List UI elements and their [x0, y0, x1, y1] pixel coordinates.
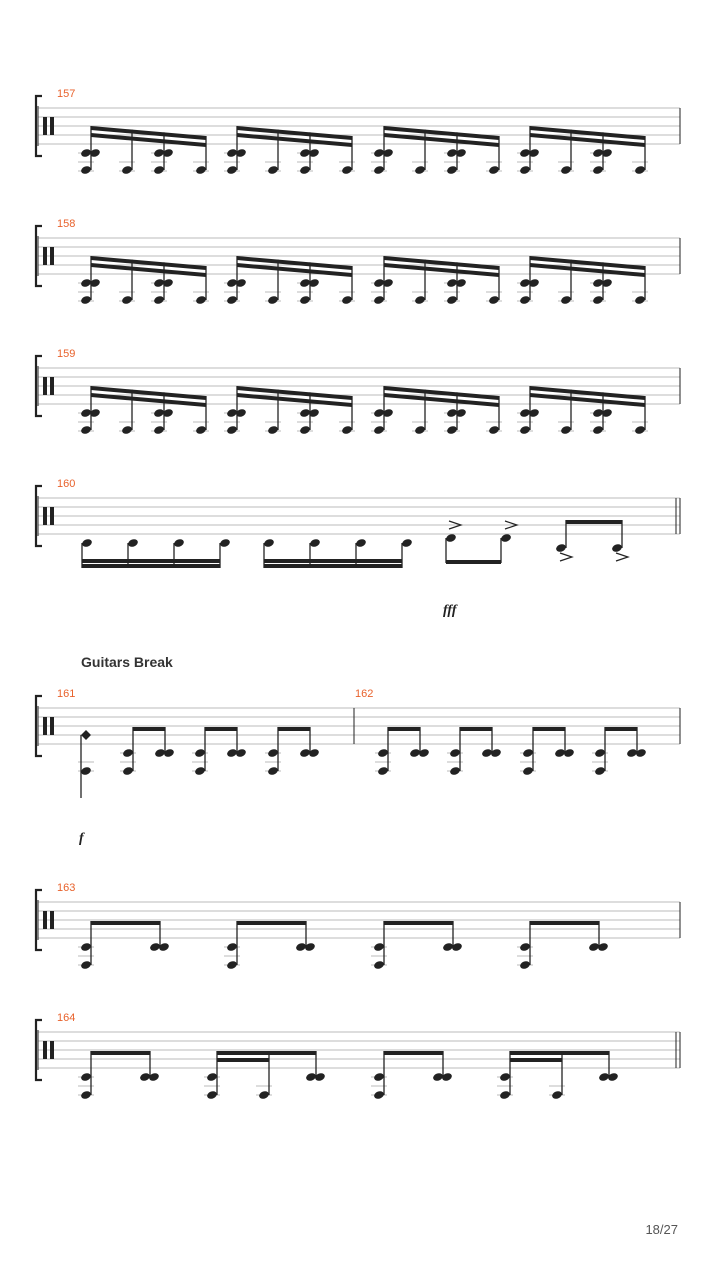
notehead [592, 148, 604, 158]
notehead [522, 766, 534, 776]
note-beam [388, 727, 420, 731]
notehead [226, 942, 238, 952]
percussion-clef-icon [50, 717, 54, 735]
notehead [373, 425, 385, 435]
notehead [373, 408, 385, 418]
notehead [226, 165, 238, 175]
notehead [341, 425, 353, 435]
notehead [153, 165, 165, 175]
percussion-clef-icon [43, 1041, 47, 1059]
measure-number-159: 159 [57, 348, 76, 360]
notehead [299, 425, 311, 435]
notehead [446, 425, 458, 435]
notehead [80, 942, 92, 952]
note-beam [533, 727, 565, 731]
note-beam [510, 1058, 562, 1062]
notehead [226, 278, 238, 288]
notehead [299, 278, 311, 288]
notehead [263, 538, 275, 548]
notehead [122, 766, 134, 776]
notehead [121, 425, 133, 435]
percussion-clef-icon [43, 911, 47, 929]
notehead [373, 1072, 385, 1082]
percussion-clef-icon [43, 247, 47, 265]
notehead [373, 295, 385, 305]
notehead [401, 538, 413, 548]
notehead [226, 960, 238, 970]
notehead [519, 960, 531, 970]
notehead [80, 148, 92, 158]
notehead [560, 425, 572, 435]
section-label: Guitars Break [81, 654, 173, 670]
notehead [299, 148, 311, 158]
notehead [194, 766, 206, 776]
note-beam [605, 727, 637, 731]
notehead [122, 748, 134, 758]
notehead [519, 278, 531, 288]
note-beam [510, 1051, 609, 1055]
notehead [488, 295, 500, 305]
notehead [519, 148, 531, 158]
notehead [414, 165, 426, 175]
notehead [80, 278, 92, 288]
notehead [258, 1090, 270, 1100]
notehead [446, 278, 458, 288]
notehead [80, 766, 92, 776]
notehead [341, 295, 353, 305]
note-beam [217, 1051, 316, 1055]
note-beam [530, 921, 599, 925]
notehead [594, 748, 606, 758]
notehead [226, 408, 238, 418]
measure-number-160: 160 [57, 478, 76, 490]
notehead [377, 748, 389, 758]
notehead [519, 425, 531, 435]
notehead [626, 748, 638, 758]
notehead [80, 960, 92, 970]
note-beam [91, 1051, 150, 1055]
note-beam [82, 559, 220, 563]
notehead [226, 425, 238, 435]
note-beam [384, 1051, 443, 1055]
notehead [121, 165, 133, 175]
notehead [446, 165, 458, 175]
notehead [414, 425, 426, 435]
notehead [219, 538, 231, 548]
notehead [195, 425, 207, 435]
notehead [519, 295, 531, 305]
notehead [446, 148, 458, 158]
notehead [267, 748, 279, 758]
notehead [560, 295, 572, 305]
notehead [592, 425, 604, 435]
notehead [592, 408, 604, 418]
notehead [299, 408, 311, 418]
note-beam [264, 559, 402, 563]
note-beam [82, 564, 220, 568]
notehead [267, 425, 279, 435]
notehead [299, 295, 311, 305]
notehead [153, 408, 165, 418]
note-beam [91, 921, 160, 925]
note-beam [384, 921, 453, 925]
notehead [522, 748, 534, 758]
notehead [499, 1090, 511, 1100]
notehead [592, 278, 604, 288]
percussion-clef-icon [50, 247, 54, 265]
notehead [449, 766, 461, 776]
percussion-clef-icon [50, 377, 54, 395]
cymbal-notehead [81, 730, 91, 740]
notehead [551, 1090, 563, 1100]
notehead [299, 165, 311, 175]
notehead [206, 1090, 218, 1100]
note-beam [566, 520, 622, 524]
dynamic-f: f [79, 831, 84, 846]
notehead [373, 278, 385, 288]
notehead [634, 165, 646, 175]
notehead [341, 165, 353, 175]
notehead [519, 942, 531, 952]
notehead [149, 942, 161, 952]
notehead [173, 538, 185, 548]
percussion-clef-icon [50, 911, 54, 929]
note-beam [217, 1058, 269, 1062]
notehead [195, 165, 207, 175]
notehead [305, 1072, 317, 1082]
notehead [267, 165, 279, 175]
notehead [554, 748, 566, 758]
notehead [373, 148, 385, 158]
notehead [267, 295, 279, 305]
notehead [442, 942, 454, 952]
notehead [153, 425, 165, 435]
measure-number-164: 164 [57, 1012, 76, 1024]
notehead [488, 425, 500, 435]
notehead [80, 1090, 92, 1100]
notehead [446, 408, 458, 418]
notehead [154, 748, 166, 758]
notehead [377, 766, 389, 776]
notehead [598, 1072, 610, 1082]
notehead [432, 1072, 444, 1082]
notehead [153, 278, 165, 288]
notehead [560, 165, 572, 175]
note-beam [237, 921, 306, 925]
notehead [139, 1072, 151, 1082]
percussion-clef-icon [50, 117, 54, 135]
notehead [206, 1072, 218, 1082]
notehead [226, 748, 238, 758]
notehead [127, 538, 139, 548]
notehead [355, 538, 367, 548]
notehead [194, 748, 206, 758]
notehead [634, 425, 646, 435]
percussion-clef-icon [43, 117, 47, 135]
notehead [153, 148, 165, 158]
notehead [299, 748, 311, 758]
percussion-clef-icon [50, 1041, 54, 1059]
measure-number-162: 162 [355, 688, 374, 700]
notehead [592, 165, 604, 175]
percussion-clef-icon [43, 507, 47, 525]
note-beam [205, 727, 237, 731]
page-number: 18/27 [645, 1222, 678, 1237]
notehead [373, 1090, 385, 1100]
note-beam [460, 727, 492, 731]
percussion-clef-icon [43, 377, 47, 395]
notehead [409, 748, 421, 758]
notehead [634, 295, 646, 305]
notehead [611, 543, 623, 553]
notehead [121, 295, 133, 305]
measure-number-163: 163 [57, 882, 76, 894]
note-beam [446, 560, 501, 564]
notehead [195, 295, 207, 305]
notehead [481, 748, 493, 758]
measure-number-158: 158 [57, 218, 76, 230]
notehead [226, 148, 238, 158]
notehead [373, 960, 385, 970]
notehead [488, 165, 500, 175]
dynamic-fff: fff [443, 603, 457, 618]
note-beam [264, 564, 402, 568]
notehead [519, 165, 531, 175]
notehead [414, 295, 426, 305]
notehead [555, 543, 567, 553]
notehead [295, 942, 307, 952]
notehead [588, 942, 600, 952]
notehead [80, 1072, 92, 1082]
notehead [519, 408, 531, 418]
notehead [226, 295, 238, 305]
notehead [80, 295, 92, 305]
note-beam [278, 727, 310, 731]
notehead [309, 538, 321, 548]
notehead [449, 748, 461, 758]
percussion-clef-icon [43, 717, 47, 735]
accent-mark [560, 553, 572, 561]
notehead [80, 425, 92, 435]
measure-number-161: 161 [57, 688, 76, 700]
notehead [267, 766, 279, 776]
measure-number-157: 157 [57, 88, 76, 100]
notehead [592, 295, 604, 305]
notehead [594, 766, 606, 776]
notehead [373, 942, 385, 952]
notehead [153, 295, 165, 305]
accent-mark [616, 553, 628, 561]
notehead [373, 165, 385, 175]
notehead [81, 538, 93, 548]
note-beam [133, 727, 165, 731]
percussion-clef-icon [50, 507, 54, 525]
notehead [80, 165, 92, 175]
notehead [446, 295, 458, 305]
notehead [499, 1072, 511, 1082]
notehead [80, 408, 92, 418]
